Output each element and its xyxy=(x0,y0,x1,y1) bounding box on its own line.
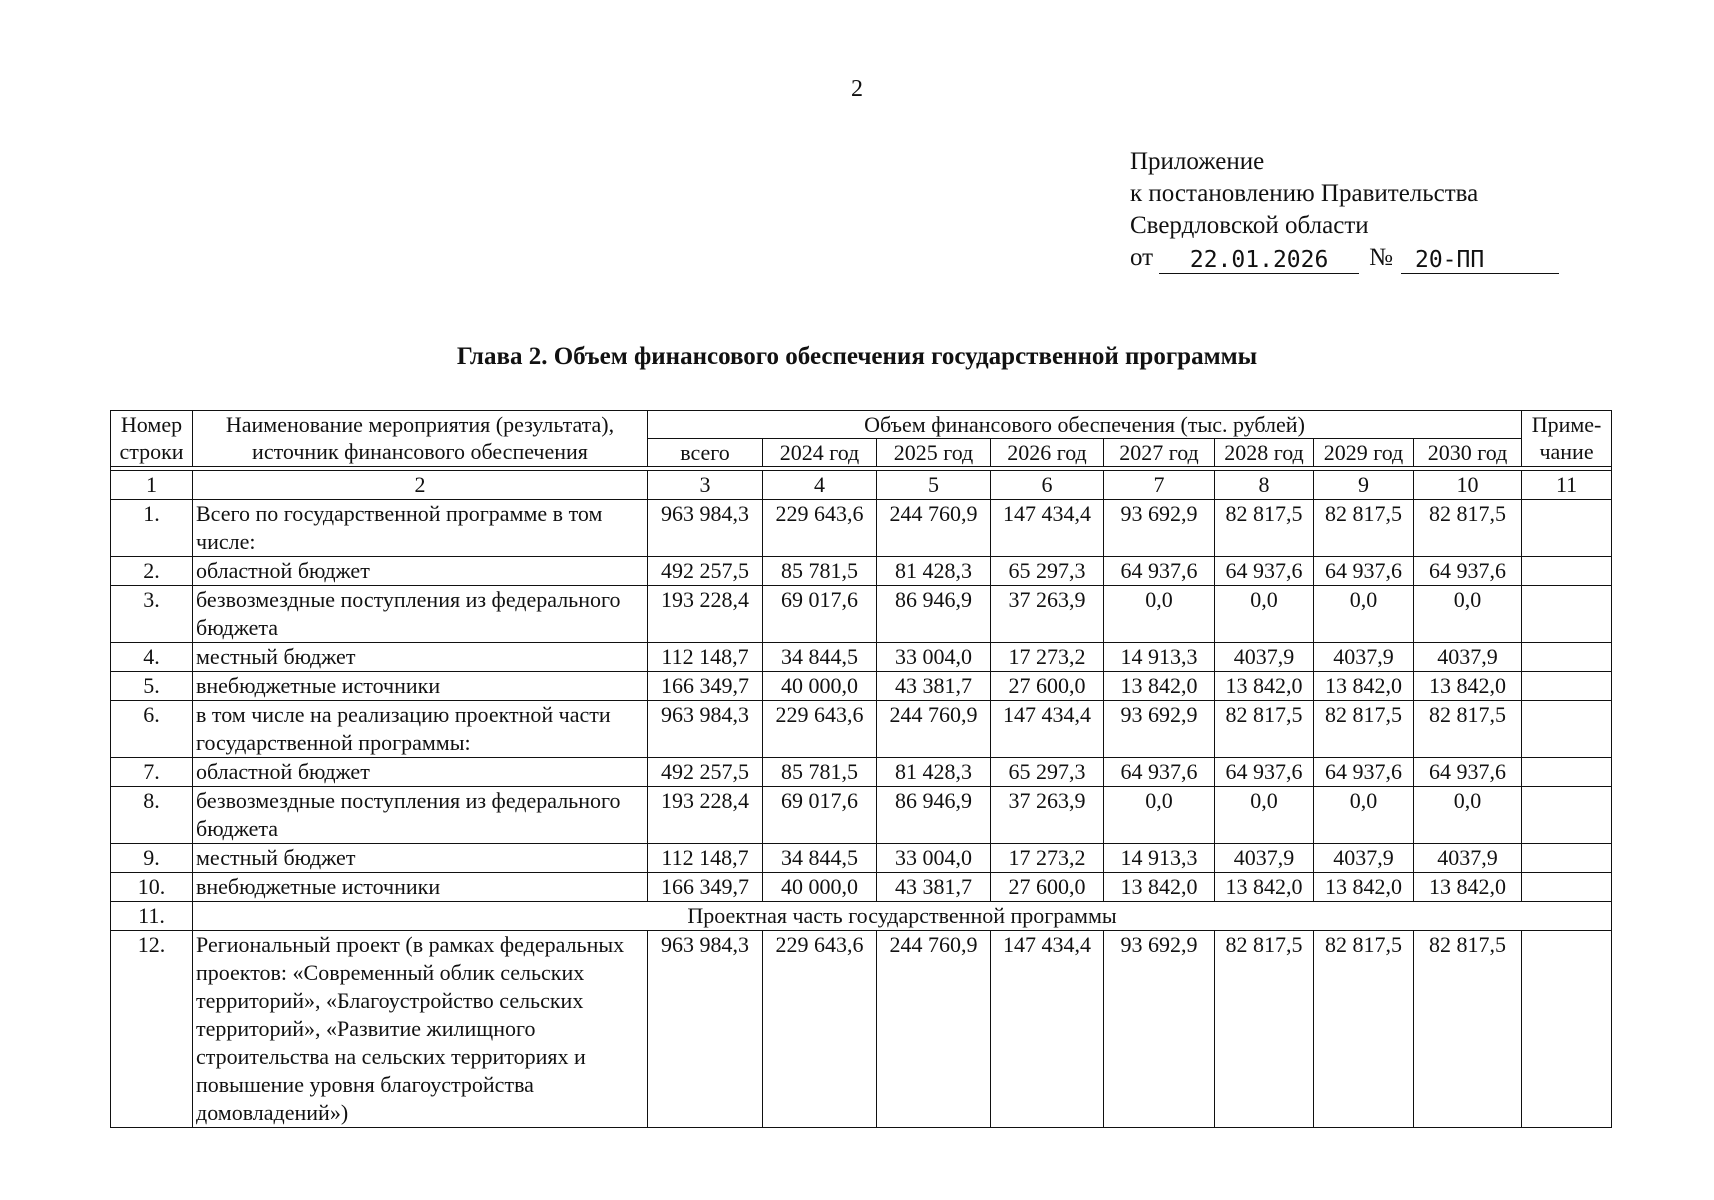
header-name: Наименование мероприятия (результата), источник финансового обеспечения xyxy=(193,411,648,467)
row-value: 244 760,9 xyxy=(877,701,991,758)
row-value: 82 817,5 xyxy=(1314,931,1414,1128)
row-name: безвозмездные поступления из федерального бюджета xyxy=(193,787,648,844)
row-value: 963 984,3 xyxy=(648,931,763,1128)
column-number-1: 1 xyxy=(111,471,193,500)
section-number: 11. xyxy=(111,902,193,931)
row-value: 0,0 xyxy=(1104,787,1215,844)
table-body xyxy=(111,500,1612,1128)
row-name: областной бюджет xyxy=(193,557,648,586)
row-value: 0,0 xyxy=(1414,586,1522,643)
row-value: 193 228,4 xyxy=(648,586,763,643)
row-note xyxy=(1522,844,1612,873)
row-value: 147 434,4 xyxy=(991,931,1104,1128)
row-value: 34 844,5 xyxy=(763,643,877,672)
row-value: 33 004,0 xyxy=(877,643,991,672)
row-value: 0,0 xyxy=(1314,787,1414,844)
row-value: 147 434,4 xyxy=(991,701,1104,758)
row-note xyxy=(1522,873,1612,902)
row-value: 229 643,6 xyxy=(763,500,877,557)
regional-project-row xyxy=(111,931,1612,1128)
column-number-row xyxy=(111,471,1612,500)
row-value: 4037,9 xyxy=(1215,643,1314,672)
section-row xyxy=(111,902,1612,931)
row-value: 82 817,5 xyxy=(1414,500,1522,557)
row-value: 13 842,0 xyxy=(1414,873,1522,902)
column-number-8: 8 xyxy=(1215,471,1314,500)
row-number: 2. xyxy=(111,557,193,586)
row-name: местный бюджет xyxy=(193,844,648,873)
row-value: 82 817,5 xyxy=(1414,931,1522,1128)
row-value: 229 643,6 xyxy=(763,701,877,758)
row-value: 34 844,5 xyxy=(763,844,877,873)
row-name: в том числе на реализацию проектной части государственной программы: xyxy=(193,701,648,758)
row-note xyxy=(1522,787,1612,844)
row-note xyxy=(1522,672,1612,701)
row-value: 17 273,2 xyxy=(991,844,1104,873)
table-row xyxy=(111,586,1612,643)
row-value: 13 842,0 xyxy=(1314,873,1414,902)
row-number: 5. xyxy=(111,672,193,701)
header-year-6: 2029 год xyxy=(1314,439,1414,467)
row-value: 112 148,7 xyxy=(648,643,763,672)
row-number: 6. xyxy=(111,701,193,758)
row-value: 13 842,0 xyxy=(1104,873,1215,902)
row-value: 27 600,0 xyxy=(991,873,1104,902)
row-value: 14 913,3 xyxy=(1104,643,1215,672)
column-number-9: 9 xyxy=(1314,471,1414,500)
row-number: 3. xyxy=(111,586,193,643)
row-value: 37 263,9 xyxy=(991,787,1104,844)
row-value: 43 381,7 xyxy=(877,672,991,701)
header-volume: Объем финансового обеспечения (тыс. рублей) xyxy=(648,411,1522,439)
table-row xyxy=(111,643,1612,672)
approval-number-label: № xyxy=(1369,244,1393,271)
approval-block xyxy=(1130,146,1559,274)
header-row-number: Номер строки xyxy=(111,411,193,467)
row-note xyxy=(1522,643,1612,672)
row-value: 64 937,6 xyxy=(1104,758,1215,787)
chapter-title: Глава 2. Объем финансового обеспечения государственной программы xyxy=(456,343,1258,370)
table-row xyxy=(111,787,1612,844)
column-number-10: 10 xyxy=(1414,471,1522,500)
table-row xyxy=(111,844,1612,873)
row-note xyxy=(1522,758,1612,787)
row-number: 7. xyxy=(111,758,193,787)
section-title: Проектная часть государственной программы xyxy=(193,902,1612,931)
row-value: 963 984,3 xyxy=(648,701,763,758)
column-number-2: 2 xyxy=(193,471,648,500)
row-value: 64 937,6 xyxy=(1314,758,1414,787)
row-value: 93 692,9 xyxy=(1104,931,1215,1128)
table-header-row xyxy=(111,411,1612,439)
header-year-1: 2024 год xyxy=(763,439,877,467)
row-name: Всего по государственной программе в том числе: xyxy=(193,500,648,557)
approval-title: Приложение xyxy=(1130,148,1265,175)
row-value: 244 760,9 xyxy=(877,500,991,557)
row-value: 85 781,5 xyxy=(763,557,877,586)
row-value: 40 000,0 xyxy=(763,672,877,701)
row-number: 10. xyxy=(111,873,193,902)
row-value: 4037,9 xyxy=(1414,844,1522,873)
row-note xyxy=(1522,586,1612,643)
row-value: 85 781,5 xyxy=(763,758,877,787)
approval-number: 20-ПП xyxy=(1401,247,1559,274)
header-year-0: всего xyxy=(648,439,763,467)
header-year-2: 2025 год xyxy=(877,439,991,467)
row-value: 64 937,6 xyxy=(1414,758,1522,787)
column-number-6: 6 xyxy=(991,471,1104,500)
header-note: Приме-чание xyxy=(1522,411,1612,467)
header-year-7: 2030 год xyxy=(1414,439,1522,467)
row-value: 64 937,6 xyxy=(1414,557,1522,586)
row-value: 69 017,6 xyxy=(763,586,877,643)
table-row xyxy=(111,500,1612,557)
row-value: 193 228,4 xyxy=(648,787,763,844)
page-number: 2 xyxy=(851,76,863,102)
row-value: 0,0 xyxy=(1104,586,1215,643)
row-value: 492 257,5 xyxy=(648,557,763,586)
row-value: 166 349,7 xyxy=(648,873,763,902)
row-value: 37 263,9 xyxy=(991,586,1104,643)
column-number-7: 7 xyxy=(1104,471,1215,500)
row-number: 1. xyxy=(111,500,193,557)
row-number: 4. xyxy=(111,643,193,672)
row-value: 86 946,9 xyxy=(877,586,991,643)
row-value: 147 434,4 xyxy=(991,500,1104,557)
row-value: 82 817,5 xyxy=(1215,931,1314,1128)
approval-reference xyxy=(1130,242,1559,274)
row-name: Региональный проект (в рамках федеральных проектов: «Современный облик сельских территорий», «Благоустройство сельских территорий», «Развитие жилищного строительства на сельских территориях и повышение уровня благоустройства домовладений») xyxy=(193,931,648,1128)
row-name: местный бюджет xyxy=(193,643,648,672)
column-number-4: 4 xyxy=(763,471,877,500)
row-note xyxy=(1522,500,1612,557)
row-value: 4037,9 xyxy=(1414,643,1522,672)
table-row xyxy=(111,873,1612,902)
row-value: 81 428,3 xyxy=(877,557,991,586)
row-name: областной бюджет xyxy=(193,758,648,787)
table-row xyxy=(111,672,1612,701)
approval-date: 22.01.2026 xyxy=(1159,247,1359,274)
row-value: 82 817,5 xyxy=(1314,701,1414,758)
header-year-3: 2026 год xyxy=(991,439,1104,467)
row-name: внебюджетные источники xyxy=(193,672,648,701)
row-value: 0,0 xyxy=(1215,586,1314,643)
row-value: 244 760,9 xyxy=(877,931,991,1128)
row-value: 82 817,5 xyxy=(1215,500,1314,557)
row-note xyxy=(1522,931,1612,1128)
row-value: 65 297,3 xyxy=(991,758,1104,787)
row-value: 0,0 xyxy=(1414,787,1522,844)
row-value: 64 937,6 xyxy=(1215,758,1314,787)
row-value: 64 937,6 xyxy=(1104,557,1215,586)
row-value: 93 692,9 xyxy=(1104,701,1215,758)
table-row xyxy=(111,758,1612,787)
row-value: 13 842,0 xyxy=(1314,672,1414,701)
row-value: 492 257,5 xyxy=(648,758,763,787)
row-value: 13 842,0 xyxy=(1104,672,1215,701)
row-name: внебюджетные источники xyxy=(193,873,648,902)
budget-table xyxy=(110,410,1612,1128)
row-value: 0,0 xyxy=(1215,787,1314,844)
row-value: 229 643,6 xyxy=(763,931,877,1128)
row-number: 9. xyxy=(111,844,193,873)
row-value: 82 817,5 xyxy=(1215,701,1314,758)
column-number-3: 3 xyxy=(648,471,763,500)
row-value: 17 273,2 xyxy=(991,643,1104,672)
row-value: 4037,9 xyxy=(1314,643,1414,672)
row-value: 0,0 xyxy=(1314,586,1414,643)
row-value: 13 842,0 xyxy=(1215,873,1314,902)
column-number-11: 11 xyxy=(1522,471,1612,500)
row-value: 27 600,0 xyxy=(991,672,1104,701)
row-value: 65 297,3 xyxy=(991,557,1104,586)
row-value: 69 017,6 xyxy=(763,787,877,844)
row-value: 13 842,0 xyxy=(1414,672,1522,701)
header-year-5: 2028 год xyxy=(1215,439,1314,467)
approval-from-label: от xyxy=(1130,244,1154,271)
row-value: 40 000,0 xyxy=(763,873,877,902)
row-value: 13 842,0 xyxy=(1215,672,1314,701)
header-year-4: 2027 год xyxy=(1104,439,1215,467)
row-value: 4037,9 xyxy=(1215,844,1314,873)
approval-region: Свердловской области xyxy=(1130,212,1369,239)
row-number: 8. xyxy=(111,787,193,844)
column-number-5: 5 xyxy=(877,471,991,500)
row-name: безвозмездные поступления из федерального бюджета xyxy=(193,586,648,643)
row-value: 82 817,5 xyxy=(1414,701,1522,758)
row-number: 12. xyxy=(111,931,193,1128)
row-note xyxy=(1522,701,1612,758)
table-row xyxy=(111,557,1612,586)
row-value: 64 937,6 xyxy=(1314,557,1414,586)
table-row xyxy=(111,701,1612,758)
row-value: 112 148,7 xyxy=(648,844,763,873)
row-value: 93 692,9 xyxy=(1104,500,1215,557)
row-value: 82 817,5 xyxy=(1314,500,1414,557)
row-value: 14 913,3 xyxy=(1104,844,1215,873)
row-value: 963 984,3 xyxy=(648,500,763,557)
row-note xyxy=(1522,557,1612,586)
approval-decree: к постановлению Правительства xyxy=(1130,180,1479,207)
row-value: 86 946,9 xyxy=(877,787,991,844)
row-value: 166 349,7 xyxy=(648,672,763,701)
row-value: 33 004,0 xyxy=(877,844,991,873)
row-value: 81 428,3 xyxy=(877,758,991,787)
row-value: 64 937,6 xyxy=(1215,557,1314,586)
row-value: 4037,9 xyxy=(1314,844,1414,873)
row-value: 43 381,7 xyxy=(877,873,991,902)
